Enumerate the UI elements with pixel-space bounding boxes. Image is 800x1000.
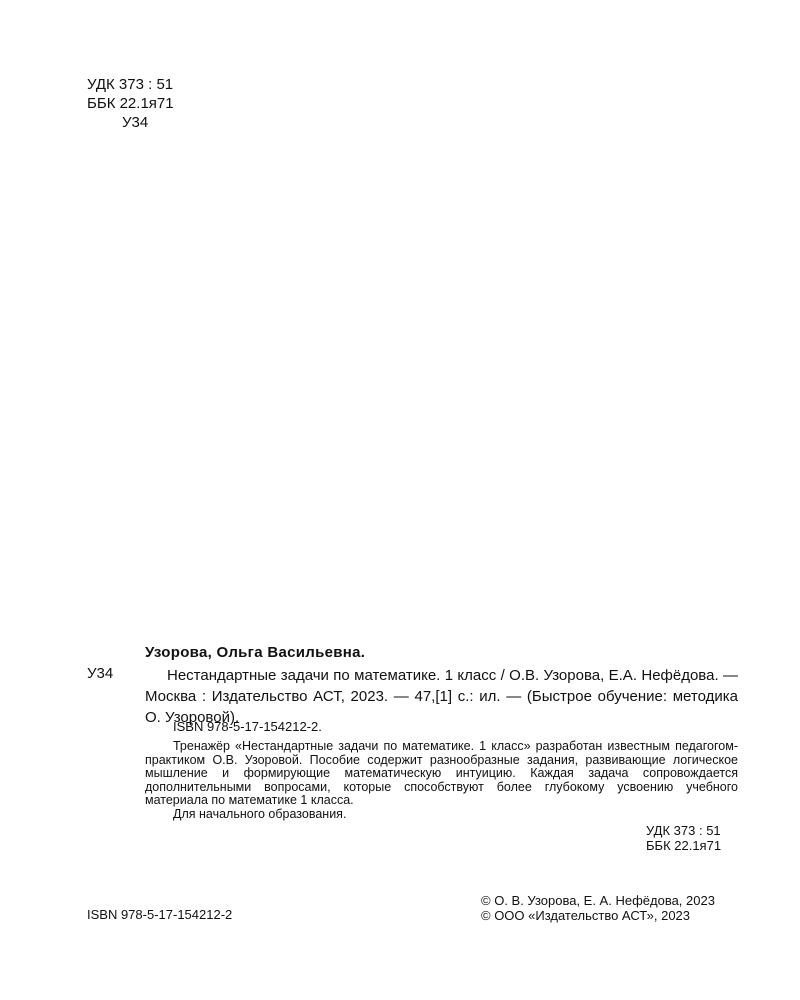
footer-isbn: ISBN 978-5-17-154212-2 xyxy=(87,907,233,922)
copyright-notice xyxy=(481,893,715,923)
author-cutter-mark: У34 xyxy=(87,665,114,682)
udk-code: УДК 373 : 51 xyxy=(87,76,174,93)
bibliographic-text: Нестандартные задачи по математике. 1 класс / О.В. Узорова, Е.А. Нефёдова. — Москва : Издательство АСТ, 2023. — 47,[1] с.: ил. — (Быстрое обучение: методика О. Узоровой). xyxy=(145,667,738,726)
classification-codes-header xyxy=(87,75,174,132)
author-cutter-code: У34 xyxy=(122,114,149,131)
bbk-code: ББК 22.1я71 xyxy=(87,95,174,112)
audience-note: Для начального образования. xyxy=(173,806,347,821)
annotation-text: Тренажёр «Нестандартные задачи по математике. 1 класс» разработан известным педагогом-практиком О.В. Узоровой. Пособие содержит разнообразные задания, развивающие логическое мышление и формирующие математическую интуицию. Каждая задача сопровождается дополнительными вопросами, которые способствуют более глубокому усвоению учебного материала по математике 1 класса. xyxy=(145,739,738,807)
bbk-code-footer: ББК 22.1я71 xyxy=(646,838,722,853)
annotation-block xyxy=(145,740,738,821)
record-isbn: ISBN 978-5-17-154212-2. xyxy=(173,719,322,734)
copyright-authors: © О. В. Узорова, Е. А. Нефёдова, 2023 xyxy=(481,893,715,908)
udk-code-footer: УДК 373 : 51 xyxy=(646,823,721,838)
copyright-publisher: © ООО «Издательство АСТ», 2023 xyxy=(481,908,691,923)
classification-codes-footer xyxy=(646,823,721,853)
author-heading: Узорова, Ольга Васильевна. xyxy=(145,644,366,661)
